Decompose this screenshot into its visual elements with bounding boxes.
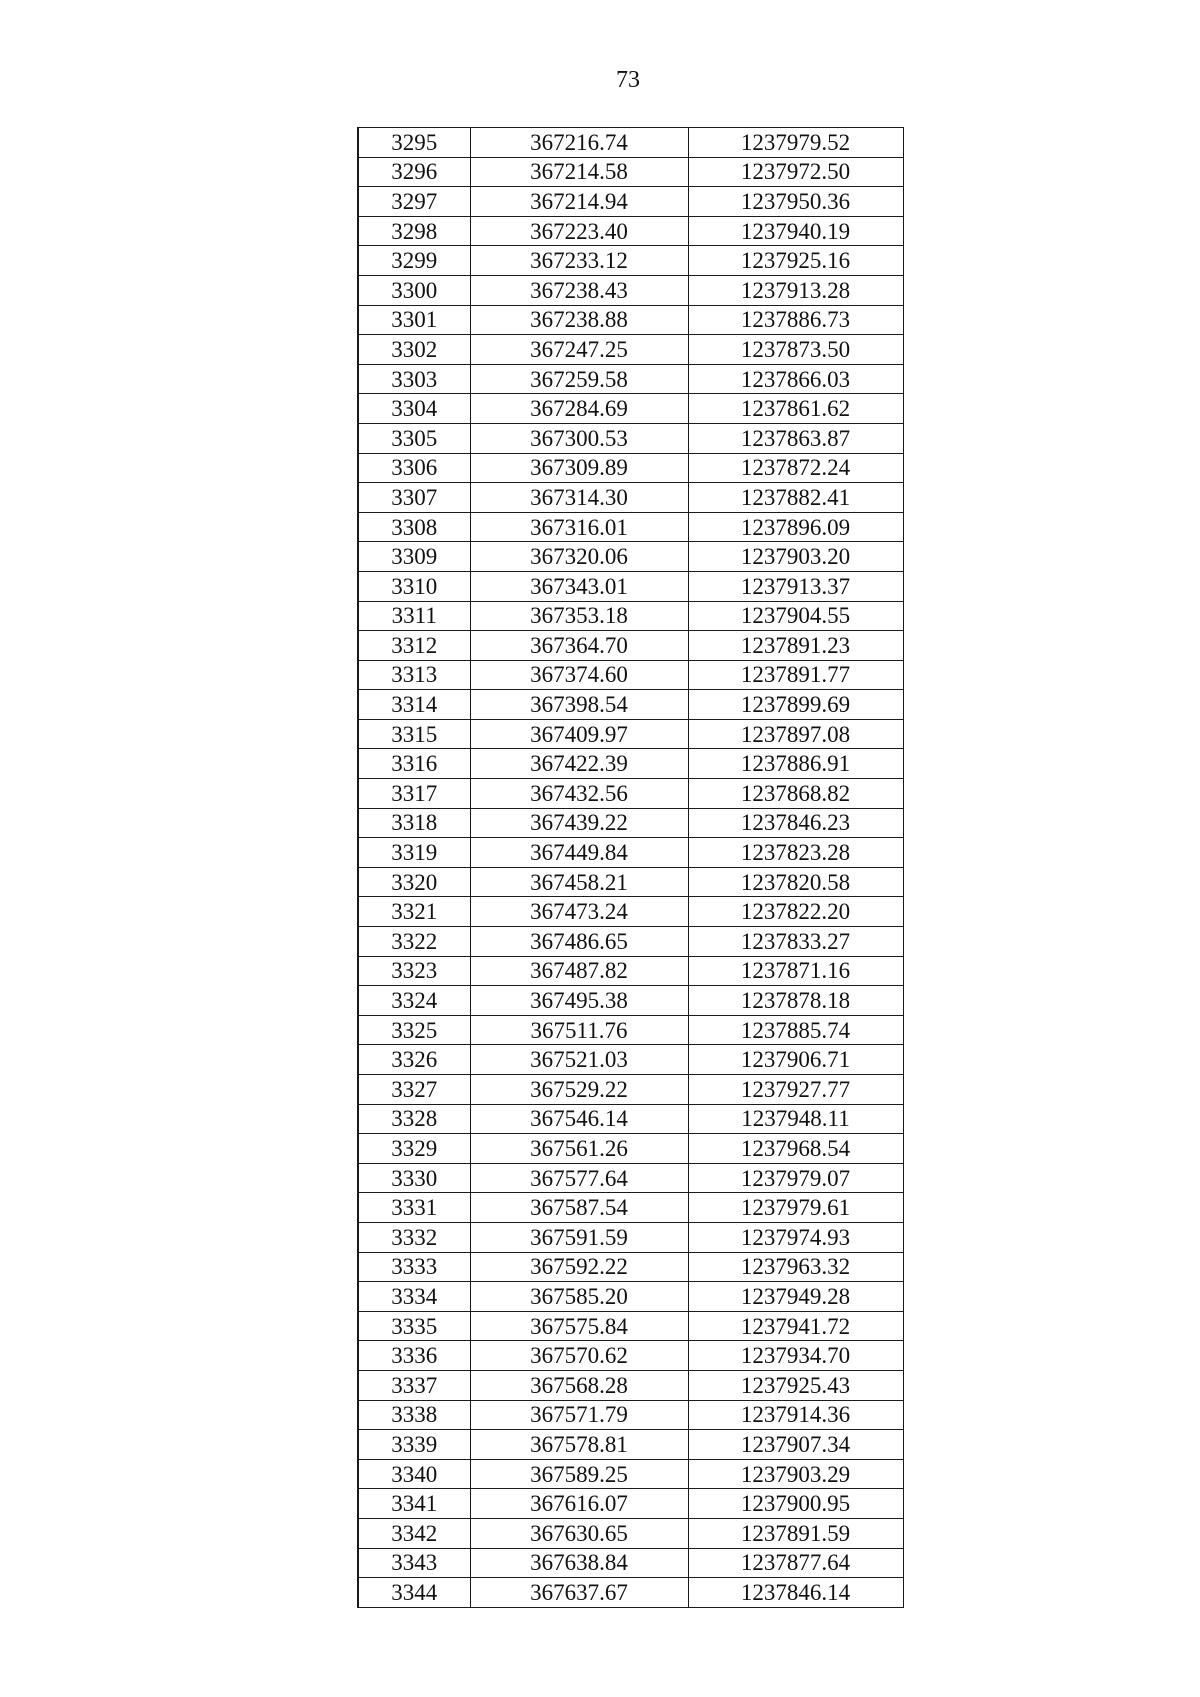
point-number-cell: 3297 bbox=[358, 187, 470, 217]
point-number-cell: 3331 bbox=[358, 1193, 470, 1223]
point-number-cell: 3344 bbox=[358, 1578, 470, 1608]
y-coordinate-cell: 1237979.07 bbox=[688, 1163, 903, 1193]
table-row bbox=[358, 1045, 903, 1075]
y-coordinate-cell: 1237963.32 bbox=[688, 1252, 903, 1282]
point-number-cell: 3319 bbox=[358, 838, 470, 868]
table-row bbox=[358, 601, 903, 631]
coordinates-table bbox=[357, 127, 904, 1608]
x-coordinate-cell: 367439.22 bbox=[470, 808, 688, 838]
x-coordinate-cell: 367238.43 bbox=[470, 275, 688, 305]
x-coordinate-cell: 367409.97 bbox=[470, 719, 688, 749]
point-number-cell: 3333 bbox=[358, 1252, 470, 1282]
point-number-cell: 3337 bbox=[358, 1370, 470, 1400]
table-row bbox=[358, 335, 903, 365]
x-coordinate-cell: 367316.01 bbox=[470, 512, 688, 542]
y-coordinate-cell: 1237904.55 bbox=[688, 601, 903, 631]
page-number: 73 bbox=[616, 67, 640, 93]
y-coordinate-cell: 1237886.91 bbox=[688, 749, 903, 779]
x-coordinate-cell: 367637.67 bbox=[470, 1578, 688, 1608]
y-coordinate-cell: 1237900.95 bbox=[688, 1489, 903, 1519]
x-coordinate-cell: 367571.79 bbox=[470, 1400, 688, 1430]
table-row bbox=[358, 364, 903, 394]
y-coordinate-cell: 1237896.09 bbox=[688, 512, 903, 542]
y-coordinate-cell: 1237948.11 bbox=[688, 1104, 903, 1134]
y-coordinate-cell: 1237871.16 bbox=[688, 956, 903, 986]
y-coordinate-cell: 1237914.36 bbox=[688, 1400, 903, 1430]
table-row bbox=[358, 986, 903, 1016]
y-coordinate-cell: 1237846.14 bbox=[688, 1578, 903, 1608]
point-number-cell: 3324 bbox=[358, 986, 470, 1016]
x-coordinate-cell: 367616.07 bbox=[470, 1489, 688, 1519]
point-number-cell: 3303 bbox=[358, 364, 470, 394]
x-coordinate-cell: 367591.59 bbox=[470, 1222, 688, 1252]
x-coordinate-cell: 367630.65 bbox=[470, 1518, 688, 1548]
x-coordinate-cell: 367575.84 bbox=[470, 1311, 688, 1341]
y-coordinate-cell: 1237927.77 bbox=[688, 1075, 903, 1105]
x-coordinate-cell: 367449.84 bbox=[470, 838, 688, 868]
x-coordinate-cell: 367495.38 bbox=[470, 986, 688, 1016]
coordinates-table-body bbox=[358, 128, 903, 1608]
point-number-cell: 3300 bbox=[358, 275, 470, 305]
x-coordinate-cell: 367458.21 bbox=[470, 867, 688, 897]
y-coordinate-cell: 1237949.28 bbox=[688, 1282, 903, 1312]
table-row bbox=[358, 1341, 903, 1371]
y-coordinate-cell: 1237861.62 bbox=[688, 394, 903, 424]
table-row bbox=[358, 1400, 903, 1430]
x-coordinate-cell: 367309.89 bbox=[470, 453, 688, 483]
table-row bbox=[358, 838, 903, 868]
point-number-cell: 3325 bbox=[358, 1015, 470, 1045]
point-number-cell: 3299 bbox=[358, 246, 470, 276]
point-number-cell: 3339 bbox=[358, 1430, 470, 1460]
point-number-cell: 3315 bbox=[358, 719, 470, 749]
table-row bbox=[358, 660, 903, 690]
point-number-cell: 3314 bbox=[358, 690, 470, 720]
point-number-cell: 3311 bbox=[358, 601, 470, 631]
point-number-cell: 3317 bbox=[358, 779, 470, 809]
table-row bbox=[358, 128, 903, 158]
x-coordinate-cell: 367422.39 bbox=[470, 749, 688, 779]
y-coordinate-cell: 1237974.93 bbox=[688, 1222, 903, 1252]
x-coordinate-cell: 367432.56 bbox=[470, 779, 688, 809]
point-number-cell: 3322 bbox=[358, 927, 470, 957]
point-number-cell: 3304 bbox=[358, 394, 470, 424]
y-coordinate-cell: 1237882.41 bbox=[688, 483, 903, 513]
point-number-cell: 3329 bbox=[358, 1134, 470, 1164]
table-row bbox=[358, 779, 903, 809]
table-row bbox=[358, 1548, 903, 1578]
y-coordinate-cell: 1237913.37 bbox=[688, 571, 903, 601]
point-number-cell: 3326 bbox=[358, 1045, 470, 1075]
point-number-cell: 3309 bbox=[358, 542, 470, 572]
x-coordinate-cell: 367214.58 bbox=[470, 157, 688, 187]
table-row bbox=[358, 187, 903, 217]
x-coordinate-cell: 367561.26 bbox=[470, 1134, 688, 1164]
x-coordinate-cell: 367353.18 bbox=[470, 601, 688, 631]
y-coordinate-cell: 1237925.16 bbox=[688, 246, 903, 276]
table-row bbox=[358, 719, 903, 749]
table-row bbox=[358, 1282, 903, 1312]
point-number-cell: 3312 bbox=[358, 631, 470, 661]
point-number-cell: 3334 bbox=[358, 1282, 470, 1312]
y-coordinate-cell: 1237968.54 bbox=[688, 1134, 903, 1164]
point-number-cell: 3338 bbox=[358, 1400, 470, 1430]
x-coordinate-cell: 367216.74 bbox=[470, 128, 688, 158]
x-coordinate-cell: 367592.22 bbox=[470, 1252, 688, 1282]
table-row bbox=[358, 483, 903, 513]
x-coordinate-cell: 367364.70 bbox=[470, 631, 688, 661]
x-coordinate-cell: 367487.82 bbox=[470, 956, 688, 986]
x-coordinate-cell: 367587.54 bbox=[470, 1193, 688, 1223]
point-number-cell: 3336 bbox=[358, 1341, 470, 1371]
x-coordinate-cell: 367568.28 bbox=[470, 1370, 688, 1400]
table-row bbox=[358, 571, 903, 601]
y-coordinate-cell: 1237868.82 bbox=[688, 779, 903, 809]
y-coordinate-cell: 1237878.18 bbox=[688, 986, 903, 1016]
point-number-cell: 3342 bbox=[358, 1518, 470, 1548]
y-coordinate-cell: 1237885.74 bbox=[688, 1015, 903, 1045]
y-coordinate-cell: 1237934.70 bbox=[688, 1341, 903, 1371]
table-row bbox=[358, 1015, 903, 1045]
y-coordinate-cell: 1237899.69 bbox=[688, 690, 903, 720]
y-coordinate-cell: 1237925.43 bbox=[688, 1370, 903, 1400]
x-coordinate-cell: 367214.94 bbox=[470, 187, 688, 217]
x-coordinate-cell: 367259.58 bbox=[470, 364, 688, 394]
x-coordinate-cell: 367529.22 bbox=[470, 1075, 688, 1105]
y-coordinate-cell: 1237941.72 bbox=[688, 1311, 903, 1341]
table-row bbox=[358, 1370, 903, 1400]
point-number-cell: 3305 bbox=[358, 423, 470, 453]
y-coordinate-cell: 1237979.52 bbox=[688, 128, 903, 158]
table-row bbox=[358, 394, 903, 424]
y-coordinate-cell: 1237940.19 bbox=[688, 216, 903, 246]
x-coordinate-cell: 367521.03 bbox=[470, 1045, 688, 1075]
table-row bbox=[358, 1518, 903, 1548]
x-coordinate-cell: 367577.64 bbox=[470, 1163, 688, 1193]
table-row bbox=[358, 275, 903, 305]
x-coordinate-cell: 367247.25 bbox=[470, 335, 688, 365]
table-row bbox=[358, 1163, 903, 1193]
table-row bbox=[358, 927, 903, 957]
point-number-cell: 3341 bbox=[358, 1489, 470, 1519]
y-coordinate-cell: 1237891.59 bbox=[688, 1518, 903, 1548]
point-number-cell: 3295 bbox=[358, 128, 470, 158]
x-coordinate-cell: 367284.69 bbox=[470, 394, 688, 424]
point-number-cell: 3320 bbox=[358, 867, 470, 897]
point-number-cell: 3330 bbox=[358, 1163, 470, 1193]
table-row bbox=[358, 542, 903, 572]
point-number-cell: 3332 bbox=[358, 1222, 470, 1252]
point-number-cell: 3307 bbox=[358, 483, 470, 513]
x-coordinate-cell: 367238.88 bbox=[470, 305, 688, 335]
y-coordinate-cell: 1237822.20 bbox=[688, 897, 903, 927]
x-coordinate-cell: 367578.81 bbox=[470, 1430, 688, 1460]
y-coordinate-cell: 1237897.08 bbox=[688, 719, 903, 749]
table-row bbox=[358, 1430, 903, 1460]
y-coordinate-cell: 1237906.71 bbox=[688, 1045, 903, 1075]
table-row bbox=[358, 423, 903, 453]
point-number-cell: 3301 bbox=[358, 305, 470, 335]
table-row bbox=[358, 1104, 903, 1134]
x-coordinate-cell: 367314.30 bbox=[470, 483, 688, 513]
y-coordinate-cell: 1237863.87 bbox=[688, 423, 903, 453]
table-row bbox=[358, 631, 903, 661]
point-number-cell: 3321 bbox=[358, 897, 470, 927]
point-number-cell: 3327 bbox=[358, 1075, 470, 1105]
table-row bbox=[358, 867, 903, 897]
y-coordinate-cell: 1237972.50 bbox=[688, 157, 903, 187]
table-row bbox=[358, 512, 903, 542]
y-coordinate-cell: 1237846.23 bbox=[688, 808, 903, 838]
point-number-cell: 3306 bbox=[358, 453, 470, 483]
point-number-cell: 3328 bbox=[358, 1104, 470, 1134]
y-coordinate-cell: 1237891.23 bbox=[688, 631, 903, 661]
y-coordinate-cell: 1237823.28 bbox=[688, 838, 903, 868]
y-coordinate-cell: 1237950.36 bbox=[688, 187, 903, 217]
x-coordinate-cell: 367300.53 bbox=[470, 423, 688, 453]
table-row bbox=[358, 1459, 903, 1489]
table-row bbox=[358, 453, 903, 483]
table-row bbox=[358, 1134, 903, 1164]
x-coordinate-cell: 367585.20 bbox=[470, 1282, 688, 1312]
y-coordinate-cell: 1237907.34 bbox=[688, 1430, 903, 1460]
x-coordinate-cell: 367473.24 bbox=[470, 897, 688, 927]
y-coordinate-cell: 1237833.27 bbox=[688, 927, 903, 957]
point-number-cell: 3296 bbox=[358, 157, 470, 187]
point-number-cell: 3323 bbox=[358, 956, 470, 986]
y-coordinate-cell: 1237866.03 bbox=[688, 364, 903, 394]
y-coordinate-cell: 1237873.50 bbox=[688, 335, 903, 365]
point-number-cell: 3302 bbox=[358, 335, 470, 365]
x-coordinate-cell: 367320.06 bbox=[470, 542, 688, 572]
y-coordinate-cell: 1237979.61 bbox=[688, 1193, 903, 1223]
table-row bbox=[358, 216, 903, 246]
x-coordinate-cell: 367223.40 bbox=[470, 216, 688, 246]
point-number-cell: 3343 bbox=[358, 1548, 470, 1578]
table-row bbox=[358, 1252, 903, 1282]
table-row bbox=[358, 808, 903, 838]
table-row bbox=[358, 305, 903, 335]
y-coordinate-cell: 1237877.64 bbox=[688, 1548, 903, 1578]
table-row bbox=[358, 1193, 903, 1223]
point-number-cell: 3316 bbox=[358, 749, 470, 779]
table-row bbox=[358, 897, 903, 927]
point-number-cell: 3310 bbox=[358, 571, 470, 601]
y-coordinate-cell: 1237820.58 bbox=[688, 867, 903, 897]
table-row bbox=[358, 1222, 903, 1252]
point-number-cell: 3298 bbox=[358, 216, 470, 246]
x-coordinate-cell: 367546.14 bbox=[470, 1104, 688, 1134]
table-row bbox=[358, 749, 903, 779]
x-coordinate-cell: 367589.25 bbox=[470, 1459, 688, 1489]
x-coordinate-cell: 367343.01 bbox=[470, 571, 688, 601]
y-coordinate-cell: 1237872.24 bbox=[688, 453, 903, 483]
point-number-cell: 3308 bbox=[358, 512, 470, 542]
table-row bbox=[358, 690, 903, 720]
table-row bbox=[358, 1489, 903, 1519]
table-row bbox=[358, 956, 903, 986]
point-number-cell: 3313 bbox=[358, 660, 470, 690]
point-number-cell: 3318 bbox=[358, 808, 470, 838]
table-row bbox=[358, 246, 903, 276]
x-coordinate-cell: 367638.84 bbox=[470, 1548, 688, 1578]
x-coordinate-cell: 367570.62 bbox=[470, 1341, 688, 1371]
table-row bbox=[358, 1075, 903, 1105]
y-coordinate-cell: 1237891.77 bbox=[688, 660, 903, 690]
x-coordinate-cell: 367233.12 bbox=[470, 246, 688, 276]
table-row bbox=[358, 157, 903, 187]
y-coordinate-cell: 1237903.20 bbox=[688, 542, 903, 572]
x-coordinate-cell: 367486.65 bbox=[470, 927, 688, 957]
table-row bbox=[358, 1311, 903, 1341]
x-coordinate-cell: 367374.60 bbox=[470, 660, 688, 690]
y-coordinate-cell: 1237903.29 bbox=[688, 1459, 903, 1489]
y-coordinate-cell: 1237913.28 bbox=[688, 275, 903, 305]
point-number-cell: 3335 bbox=[358, 1311, 470, 1341]
y-coordinate-cell: 1237886.73 bbox=[688, 305, 903, 335]
x-coordinate-cell: 367511.76 bbox=[470, 1015, 688, 1045]
x-coordinate-cell: 367398.54 bbox=[470, 690, 688, 720]
point-number-cell: 3340 bbox=[358, 1459, 470, 1489]
table-row bbox=[358, 1578, 903, 1608]
